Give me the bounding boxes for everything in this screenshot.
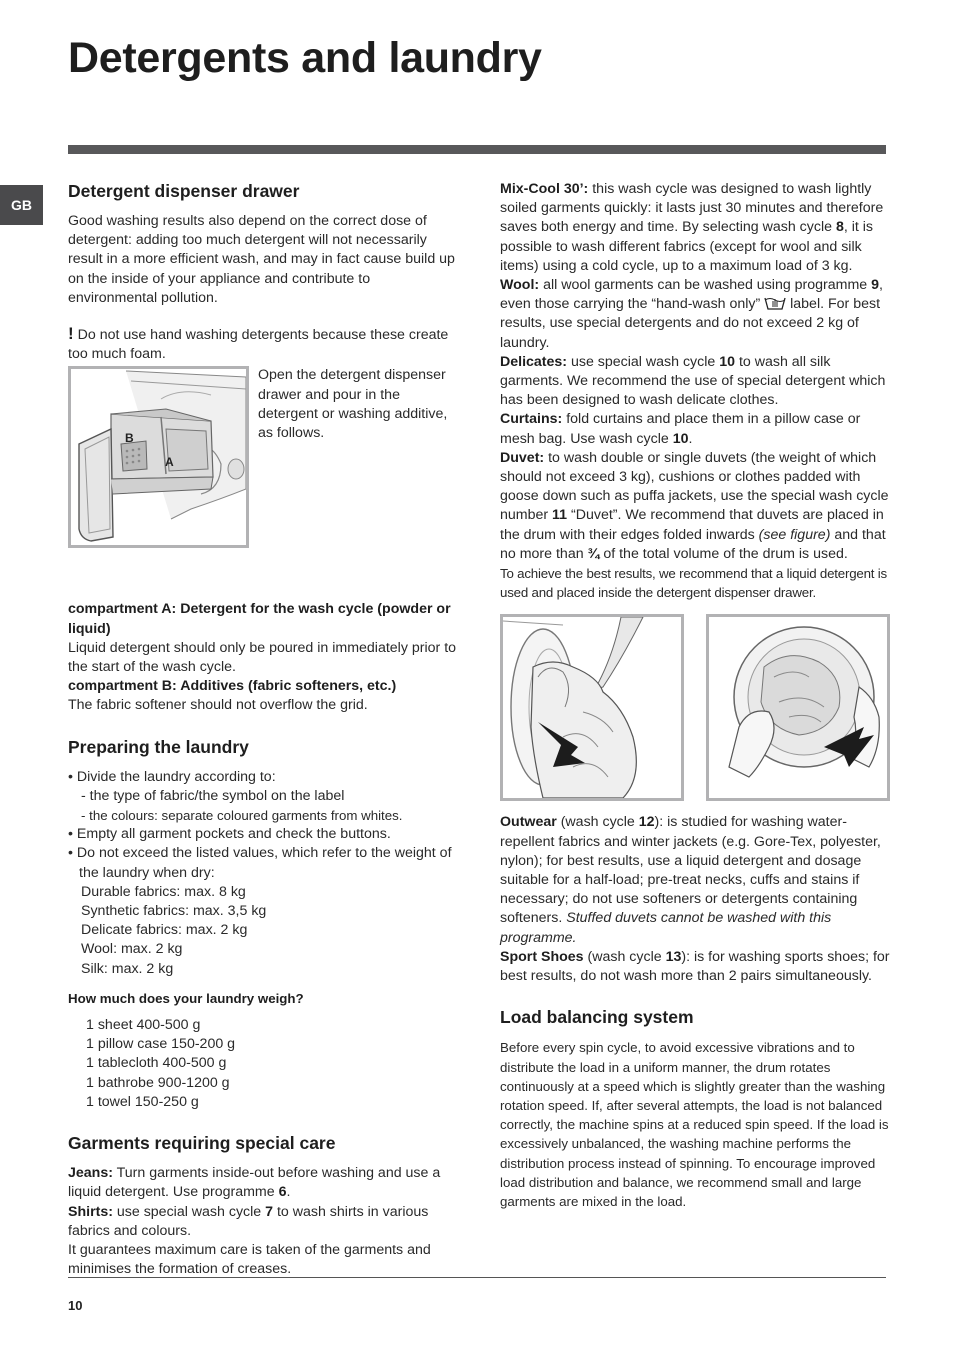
compartment-b-text: The fabric softener should not overflow the grid. (68, 697, 368, 714)
sport-shoes-programme: 13 (665, 948, 682, 965)
curtains-text-2: . (688, 430, 693, 447)
page-title: Detergents and laundry (68, 34, 542, 82)
curtains-paragraph (500, 410, 890, 448)
outwear-text-2: ): is studied for washing water-repellent fabrics and winter jackets (e.g. Gore-Tex, polyester, nylon); for best results, use a liquid detergent and dosage suitable for a half-load; pre-treat necks, cuffs and stains if necessary; do not use softeners or detergents containing softeners. (500, 814, 881, 927)
language-tab: GB (0, 185, 43, 225)
dispenser-heading: Detergent dispenser drawer (68, 181, 300, 201)
list-item: 1 tablecloth 400-500 g (86, 1055, 227, 1072)
prep-bullet-2: • Empty all garment pockets and check the buttons. (68, 826, 391, 843)
mix-cool-paragraph (500, 180, 890, 276)
compartment-a-text: Liquid detergent should only be poured in immediately prior to the start of the wash cycle. (68, 639, 457, 676)
delicates-text-2: to wash all silk garments. We recommend the use of special detergent which has been designed to wash delicate clothes. (500, 353, 886, 409)
mix-cool-programme: 8 (835, 219, 844, 236)
shirts-label: Shirts: (68, 1203, 113, 1220)
duvet-label: Duvet: (500, 449, 545, 466)
wool-programme: 9 (871, 277, 880, 294)
duvet-text-2: “Duvet”. We recommend that duvets are placed in the drum with their edges folded inwards (500, 507, 884, 543)
duvet-loading-figure (500, 614, 684, 801)
jeans-end: . (286, 1184, 291, 1201)
mix-cool-text-2: , it is possible to wash different fabrics (except for wool and silk items) using a cold cycle, up to a maximum load of 3 kg. (500, 219, 874, 274)
outwear-paragraph (500, 813, 890, 947)
outwear-label: Outwear (500, 814, 557, 831)
list-item: 1 sheet 400-500 g (86, 1017, 201, 1034)
delicates-programme: 10 (719, 353, 736, 370)
prep-bullet-3: • Do not exceed the listed values, which refer to the weight of the laundry when dry: (68, 845, 452, 881)
right-column (500, 180, 890, 1211)
shirts-programme: 7 (265, 1203, 274, 1220)
compartment-b-label: B (125, 431, 134, 446)
dispenser-drawer-illustration (71, 369, 246, 545)
duvet-folding-figure (706, 614, 890, 801)
shirts-text-2: to wash shirts in various fabrics and colours. (68, 1203, 429, 1239)
wool-paragraph (500, 276, 890, 353)
preparing-heading: Preparing the laundry (68, 736, 249, 757)
wool-text-3: label. For best results, use special detergents and do not exceed 2 kg of laundry. (500, 296, 881, 351)
drawer-figure-row (68, 366, 460, 548)
outwear-text: (wash cycle (556, 814, 639, 831)
jeans-label: Jeans: (68, 1165, 113, 1182)
special-care-heading: Garments requiring special care (68, 1133, 336, 1154)
sport-shoes-paragraph (500, 948, 890, 986)
list-item: Wool: max. 2 kg (81, 941, 183, 958)
duvet-figures (500, 614, 890, 801)
dispenser-intro: Good washing results also depend on the correct dose of detergent: adding too much detergent will not necessarily result in a more efficient wash, and may in fact cause build up on the inside of your appliance and contribute to environmental pollution. (68, 213, 455, 306)
warning-note (68, 324, 460, 364)
duvet-folding-illustration (709, 617, 887, 798)
delicates-paragraph (500, 353, 890, 411)
jeans-paragraph (68, 1164, 460, 1202)
sport-shoes-text-2: ): is for washing sports shoes; for best results, do not wash more than 2 pairs simultaneously. (500, 948, 890, 985)
header-rule (68, 145, 886, 154)
list-item: Silk: max. 2 kg (81, 960, 174, 977)
mix-cool-text: this wash cycle was designed to wash lightly soiled garments quickly: it lasts just 30 minutes and therefore saves both energy and time. By selecting wash cycle (500, 181, 884, 236)
duvet-programme: 11 (552, 507, 568, 524)
list-item: 1 pillow case 150-200 g (86, 1036, 236, 1053)
duvet-note: To achieve the best results, we recommend that a liquid detergent is used and placed inside the detergent dispenser drawer. (500, 566, 888, 601)
duvet-fraction: ¾ (587, 545, 600, 562)
list-item: Durable fabrics: max. 8 kg (81, 883, 246, 900)
wool-text: all wool garments can be washed using programme (539, 277, 872, 294)
curtains-text: fold curtains and place them in a pillow case or mesh bag. Use wash cycle (500, 411, 861, 447)
warning-icon: ! (68, 324, 74, 344)
outwear-warning: Stuffed duvets cannot be washed with this programme. (500, 910, 832, 946)
duvet-text: to wash double or single duvets (the weight of which should not exceed 3 kg), cushions or clothes padded with goose down such as puffa jackets, use the special wash cycle number (500, 449, 889, 524)
jeans-programme: 6 (278, 1184, 287, 1201)
shirts-extra: It guarantees maximum care is taken of the garments and minimises the formation of creases. (68, 1241, 431, 1278)
duvet-text-4: of the total volume of the drum is used. (599, 545, 848, 562)
shirts-text: use special wash cycle (112, 1203, 266, 1220)
page-number: 10 (68, 1298, 83, 1313)
curtains-label: Curtains: (500, 411, 563, 428)
jeans-text: Turn garments inside-out before washing and use a liquid detergent. Use programme (68, 1165, 441, 1201)
compartment-a-title: compartment A: Detergent for the wash cycle (powder or liquid) (68, 601, 451, 637)
delicates-text: use special wash cycle (567, 353, 720, 370)
left-column (68, 180, 460, 1279)
load-balancing-text: Before every spin cycle, to avoid excessive vibrations and to distribute the load in a uniform manner, the drum rotates continuously at a speed which is slightly greater than the washing rotation speed. If, after several attempts, the load is not balanced correctly, the machine spins at a reduced spin speed. If the load is excessively unbalanced, the washing machine performs the distribution process instead of spinning. To encourage improved load distribution and balance, we recommend small and large garments are mixed in the load. (500, 1040, 889, 1209)
dispenser-drawer-figure (68, 366, 249, 548)
wool-label: Wool: (500, 277, 540, 294)
duvet-loading-illustration (503, 617, 681, 798)
prep-bullet-1a: - the type of fabric/the symbol on the label (81, 787, 345, 804)
hand-wash-icon (764, 295, 786, 311)
list-item: Delicate fabrics: max. 2 kg (81, 922, 248, 939)
compartment-b-title: compartment B: Additives (fabric softeners, etc.) (68, 678, 397, 695)
wool-text-2: , even those carrying the “hand-wash only” (500, 277, 883, 313)
prep-bullet-1b: - the colours: separate coloured garments from whites. (81, 808, 403, 824)
list-item: Synthetic fabrics: max. 3,5 kg (81, 903, 267, 920)
prep-bullet-1: • Divide the laundry according to: (68, 768, 276, 785)
weigh-title: How much does your laundry weigh? (68, 990, 304, 1006)
duvet-paragraph (500, 449, 890, 564)
duvet-figure-ref: (see figure) (758, 526, 831, 543)
outwear-programme: 12 (638, 814, 655, 831)
load-balancing-heading: Load balancing system (500, 1007, 694, 1028)
sport-shoes-text: (wash cycle (583, 948, 666, 965)
mix-cool-label: Mix-Cool 30’: (500, 181, 589, 197)
footer-rule (68, 1277, 886, 1278)
laundry-weights-list (68, 1016, 460, 1112)
list-item: 1 bathrobe 900-1200 g (86, 1074, 230, 1091)
warning-text: Do not use hand washing detergents because these create too much foam. (68, 327, 449, 363)
shirts-paragraph (68, 1203, 460, 1241)
sport-shoes-label: Sport Shoes (500, 948, 584, 965)
weight-limits-list (68, 883, 460, 979)
delicates-label: Delicates: (500, 353, 568, 370)
drawer-caption: Open the detergent dispenser drawer and pour in the detergent or washing additive, as follows. (258, 367, 448, 442)
compartment-a-label: A (165, 455, 174, 470)
list-item: 1 towel 150-250 g (86, 1093, 199, 1110)
duvet-text-3: and that no more than (500, 526, 886, 562)
curtains-programme: 10 (672, 430, 689, 447)
